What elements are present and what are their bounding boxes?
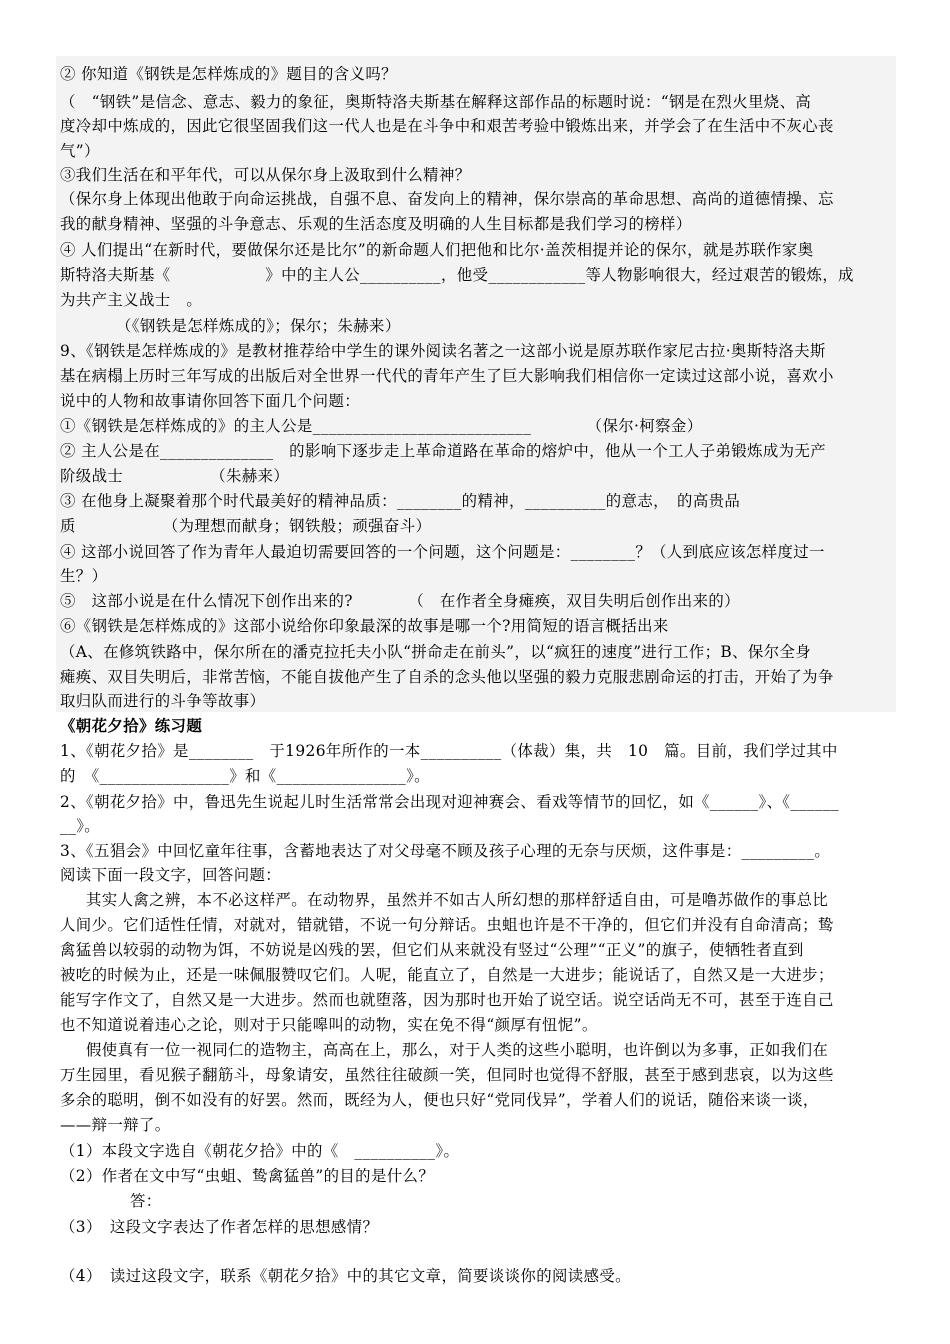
question-line: （2）作者在文中写“虫蛆、鸷禽猛兽”的目的是什么？ [60,1167,435,1185]
passage-line: 被吃的时候为止，还是一味佩服赞叹它们。人呢，能直立了，自然是一大进步；能说话了，自然又是一大进步； [60,966,834,984]
passage-line: 万生园里，看见猴子翻筋斗，母象请安，虽然往往破颜一笑，但同时也觉得不舒服，甚至于感到悲哀，以为这些 [60,1066,834,1084]
text-line: 生？） [60,567,108,585]
text-line: ④ 人们提出“在新时代，要做保尔还是比尔”的新命题人们把他和比尔·盖茨相提并论的保尔，就是苏联作家奥 [60,241,814,259]
text-line: ④ 这部小说回答了作为青年人最迫切需要回答的一个问题，这个问题是：________？（人到底应该怎样度过一 [60,543,825,561]
text-line: 阶级战士 （朱赫来） [60,467,290,485]
text-line: （A、在修筑铁路中，保尔所在的潘克拉托夫小队“拼命走在前头”，以“疯狂的速度”进行工作；B、保尔全身 [60,643,812,661]
text-line: 的 《________________》和《________________》。 [60,767,430,785]
text-line: （保尔身上体现出他敢于向命运挑战，自强不息、奋发向上的精神，保尔崇高的革命思想、高尚的道德情操、忘 [60,190,834,208]
text-line: ③我们生活在和平年代，可以从保尔身上汲取到什么精神？ [60,166,471,184]
passage-line: ——辩一辩了。 [60,1116,171,1134]
passage-line: 也不知道说着违心之论，则对于只能嗥叫的动物，实在免不得“颜厚有忸怩”。 [60,1016,598,1034]
text-line: 我的献身精神、坚强的斗争意志、乐观的生活态度及明确的人生目标都是我们学习的榜样） [60,215,692,233]
section-title: 《朝花夕拾》练习题 [60,717,203,735]
text-line: 斯特洛夫斯基《 》中的主人公__________，他受____________等人物影响很大，经过艰苦的锻炼，成 [60,266,854,284]
text-line: __》。 [60,817,101,835]
answer-label: 答： [130,1192,162,1210]
answer-line: （《钢铁是怎样炼成的》；保尔；朱赫来） [116,317,401,335]
text-line: 取归队而进行的斗争等故事） [60,692,266,710]
passage-line: 其实人禽之辨，本不必这样严。在动物界，虽然并不如古人所幻想的那样舒适自由，可是噜苏做作的事总比 [86,891,829,909]
text-line: 1、《朝花夕拾》是________ 于1926年所作的一本__________（体裁）集，共 10 篇。目前，我们学过其中 [60,742,838,760]
text-line: 基在病榻上历时三年写成的出版后对全世界一代代的青年产生了巨大影响我们相信你一定读过这部小说，喜欢小 [60,367,834,385]
text-line: 阅读下面一段文字，回答问题： [60,866,282,884]
text-line: ⑤ 这部小说是在什么情况下创作出来的? （ 在作者全身瘫痪，双目失明后创作出来的） [60,592,740,610]
passage-line: 多余的聪明，倒不如没有的好罢。然而，既经为人，便也只好“党同伐异”，学着人们的说话，随俗来谈一谈， [60,1091,819,1109]
passage-line: 禽猛兽以较弱的动物为饵，不妨说是凶残的罢，但它们从来就没有竖过“公理”“正义”的旗子，使牺牲者直到 [60,941,804,959]
text-line: ①《钢铁是怎样炼成的》的主人公是___________________________ （保尔·柯察金） [60,417,703,435]
text-line: 为共产主义战士 。 [60,291,203,309]
text-line: ② 主人公是在______________ 的影响下逐步走上革命道路在革命的熔炉中，他从一个工人子弟锻炼成为无产 [60,442,827,460]
question-line: （3） 这段文字表达了作者怎样的思想感情？ [60,1218,379,1236]
text-line: ② 你知道《钢铁是怎样炼成的》题目的含义吗？ [60,65,397,83]
text-line: 9、《钢铁是怎样炼成的》是教材推荐给中学生的课外阅读名著之一这部小说是原苏联作家尼古拉·奥斯特洛夫斯 [60,342,826,360]
text-line: 度冷却中炼成的，因此它很坚固我们这一代人也是在斗争中和艰苦考验中锻炼出来，并学会了在生活中不灰心丧 [60,117,834,135]
text-line: ⑥《钢铁是怎样炼成的》这部小说给你印象最深的故事是哪一个?用简短的语言概括出来 [60,617,669,635]
question-line: （4） 读过这段文字，联系《朝花夕拾》中的其它文章，简要谈谈你的阅读感受。 [60,1267,631,1285]
text-line: 3、《五猖会》中回忆童年往事，含蓄地表达了对父母毫不顾及孩子心理的无奈与厌烦，这件事是：_________。 [60,842,831,860]
text-line: 说中的人物和故事请你回答下面几个问题： [60,392,361,410]
text-line: （ “钢铁”是信念、意志、毅力的象征，奥斯特洛夫斯基在解释这部作品的标题时说：“钢是在烈火里烧、高 [60,93,812,111]
text-line: 质 （为理想而献身；钢铁般；顽强奋斗） [60,517,432,535]
text-line: 瘫痪、双目失明后，非常苦恼，不能自拔他产生了自杀的念头他以坚强的毅力克服悲剧命运的打击，开始了为争 [60,668,834,686]
passage-line: 能写字作文了，自然又是一大进步。然而也就堕落，因为那时也开始了说空话。说空话尚无不可，甚至于连自己 [60,991,834,1009]
question-line: （1）本段文字选自《朝花夕拾》中的《 __________》。 [60,1142,460,1160]
text-line: 2、《朝花夕拾》中，鲁迅先生说起儿时生活常常会出现对迎神赛会、看戏等情节的回忆，如《______》、《______ [60,793,840,811]
text-line: ③ 在他身上凝聚着那个时代最美好的精神品质：________的精神，__________的意志， 的高贵品 [60,492,741,510]
text-line: 气”） [60,142,100,160]
passage-line: 人间少。它们适性任情，对就对，错就错，不说一句分辩话。虫蛆也许是不干净的，但它们并没有自命清高；鸷 [60,916,834,934]
passage-line: 假使真有一位一视同仁的造物主，高高在上，那么，对于人类的这些小聪明，也许倒以为多事，正如我们在 [86,1041,829,1059]
